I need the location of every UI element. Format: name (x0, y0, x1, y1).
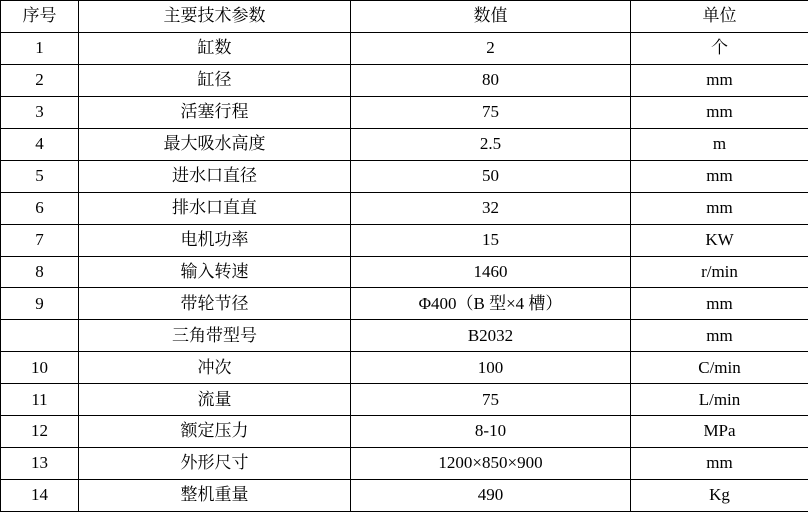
table-row (1, 384, 808, 416)
row-value: 75 (351, 384, 631, 416)
row-value: 15 (351, 224, 631, 256)
row-no: 11 (1, 384, 79, 416)
table-row (1, 256, 808, 288)
row-param: 最大吸水高度 (79, 128, 351, 160)
row-param: 外形尺寸 (79, 448, 351, 480)
row-unit: mm (631, 96, 808, 128)
row-value: 2 (351, 32, 631, 64)
column-header-value: 数值 (351, 1, 631, 33)
table-row (1, 96, 808, 128)
row-param: 排水口直直 (79, 192, 351, 224)
row-unit: mm (631, 288, 808, 320)
row-unit: 个 (631, 32, 808, 64)
row-value: 2.5 (351, 128, 631, 160)
table-row (1, 448, 808, 480)
row-unit: C/min (631, 352, 808, 384)
row-unit: mm (631, 448, 808, 480)
row-value: B2032 (351, 320, 631, 352)
row-no: 14 (1, 480, 79, 512)
row-param: 输入转速 (79, 256, 351, 288)
table-row (1, 480, 808, 512)
row-unit: mm (631, 192, 808, 224)
table-header-row (1, 1, 808, 33)
row-value: 75 (351, 96, 631, 128)
row-value: 80 (351, 64, 631, 96)
row-no: 1 (1, 32, 79, 64)
table-row (1, 128, 808, 160)
column-header-param: 主要技术参数 (79, 1, 351, 33)
row-no: 13 (1, 448, 79, 480)
column-header-unit: 单位 (631, 1, 808, 33)
row-no: 12 (1, 416, 79, 448)
row-unit: L/min (631, 384, 808, 416)
table-row (1, 192, 808, 224)
row-param: 三角带型号 (79, 320, 351, 352)
table-row (1, 352, 808, 384)
row-unit: r/min (631, 256, 808, 288)
row-no (1, 320, 79, 352)
row-no: 10 (1, 352, 79, 384)
table-row (1, 64, 808, 96)
table-row (1, 32, 808, 64)
row-no: 8 (1, 256, 79, 288)
row-value: 32 (351, 192, 631, 224)
row-param: 电机功率 (79, 224, 351, 256)
row-no: 9 (1, 288, 79, 320)
row-no: 4 (1, 128, 79, 160)
row-value: Φ400（B 型×4 槽） (351, 288, 631, 320)
table-row (1, 416, 808, 448)
row-unit: KW (631, 224, 808, 256)
row-no: 5 (1, 160, 79, 192)
row-unit: mm (631, 64, 808, 96)
row-value: 100 (351, 352, 631, 384)
row-param: 额定压力 (79, 416, 351, 448)
column-header-no: 序号 (1, 1, 79, 33)
row-unit: m (631, 128, 808, 160)
table-row (1, 320, 808, 352)
table-row (1, 224, 808, 256)
row-param: 带轮节径 (79, 288, 351, 320)
row-value: 1200×850×900 (351, 448, 631, 480)
row-no: 3 (1, 96, 79, 128)
row-value: 50 (351, 160, 631, 192)
table-row (1, 160, 808, 192)
row-param: 整机重量 (79, 480, 351, 512)
row-param: 缸数 (79, 32, 351, 64)
row-value: 1460 (351, 256, 631, 288)
row-unit: Kg (631, 480, 808, 512)
row-no: 7 (1, 224, 79, 256)
row-param: 进水口直径 (79, 160, 351, 192)
row-param: 缸径 (79, 64, 351, 96)
row-param: 流量 (79, 384, 351, 416)
row-unit: mm (631, 320, 808, 352)
row-value: 490 (351, 480, 631, 512)
table-row (1, 288, 808, 320)
row-param: 冲次 (79, 352, 351, 384)
row-no: 2 (1, 64, 79, 96)
row-unit: mm (631, 160, 808, 192)
row-param: 活塞行程 (79, 96, 351, 128)
table-body (1, 1, 808, 512)
row-unit: MPa (631, 416, 808, 448)
row-no: 6 (1, 192, 79, 224)
row-value: 8-10 (351, 416, 631, 448)
